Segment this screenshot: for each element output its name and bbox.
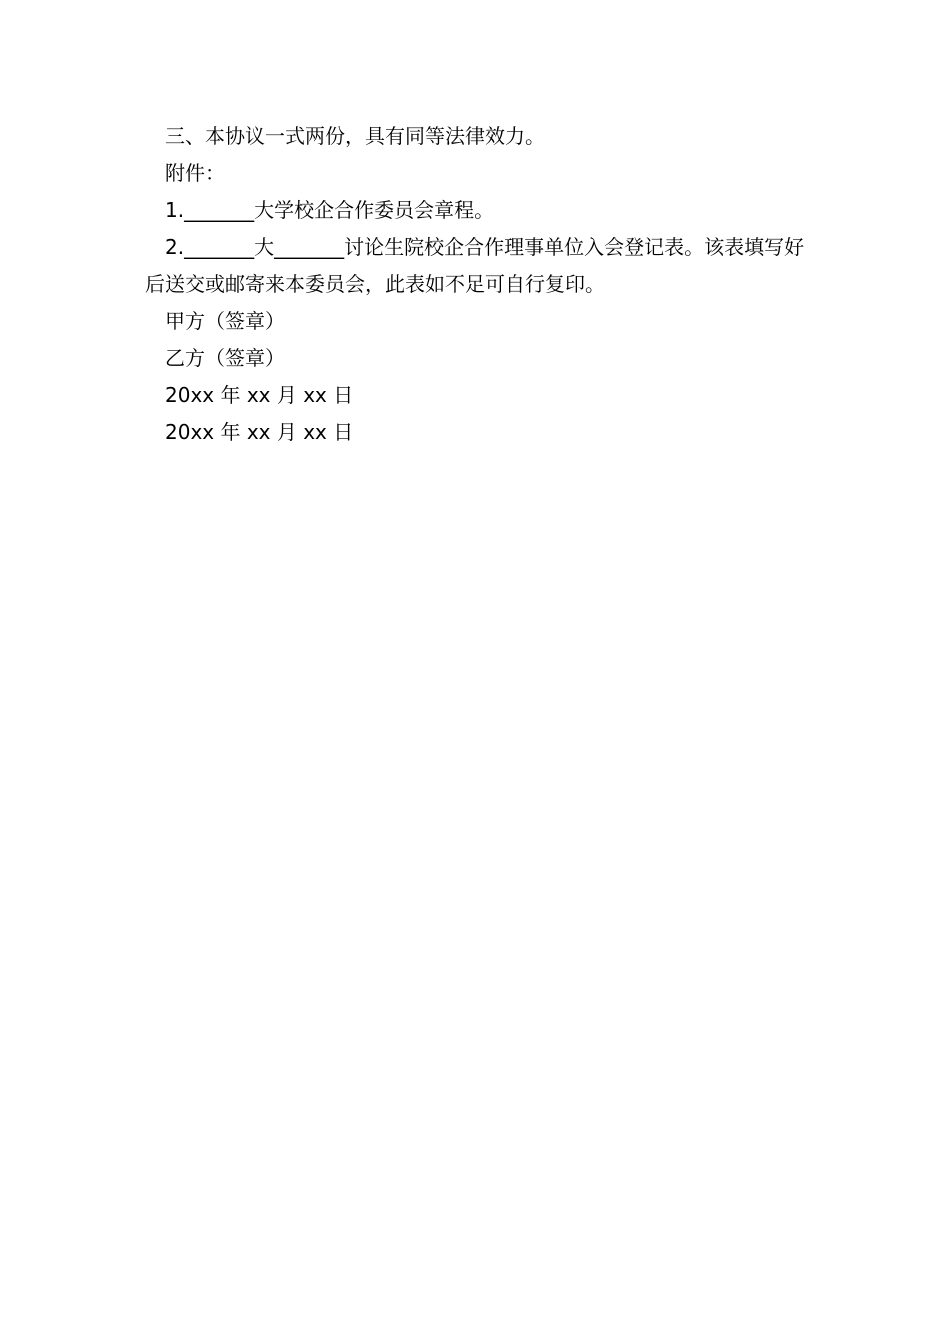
attachment-item-1: 1._______大学校企合作委员会章程。: [165, 198, 495, 222]
attachments-heading: 附件：: [165, 161, 225, 185]
party-b-signature-line: 乙方（签章）: [165, 346, 285, 370]
date-line-2: 20xx 年 xx 月 xx 日: [165, 420, 354, 444]
attachment-item-2: 2._______大_______讨论生院校企合作理事单位入会登记表。该表填写好后送交或邮寄来本委员会，此表如不足可自行复印。: [145, 235, 805, 296]
date-line-1: 20xx 年 xx 月 xx 日: [165, 383, 354, 407]
clause-three-paragraph: 三、本协议一式两份，具有同等法律效力。: [165, 124, 545, 148]
document-body: [145, 118, 813, 451]
party-a-signature-line: 甲方（签章）: [165, 309, 285, 333]
